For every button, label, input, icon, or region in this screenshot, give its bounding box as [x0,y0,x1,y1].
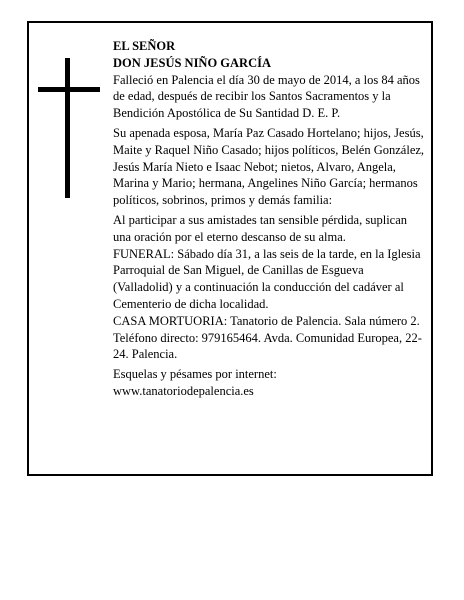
funeral-details: FUNERAL: Sábado día 31, a las seis de la tarde, en la Iglesia Parroquial de San Miguel, de Canillas de Esgueva (Valladolid) y a continuación la conducción del cadáver al Cementerio de dicha localidad. [113,246,421,311]
prayer-request: Al participar a sus amistades tan sensible pérdida, suplican una oración por el eterno descanso de su alma. [113,212,408,244]
death-notice: Falleció en Palencia el día 30 de mayo de 2014, a los 84 años de edad, después de recibir los Santos Sacramentos y la Bendición Apostólica de Su Santidad D. E. P. [113,72,420,121]
family-list: Su apenada esposa, María Paz Casado Hortelano; hijos, Jesús, Maite y Raquel Niño Casado; hijos políticos, Belén González, Jesús María Nieto e Isaac Nebot; nietos, Alvaro, Angela, Marina y Mario; hermana, Angelines Niño García; hermanos políticos, sobrinos, primos y demás familia: [113,125,425,208]
online-condolences-label: Esquelas y pésames por internet: [113,367,277,382]
cross-horizontal-bar [38,87,100,92]
mortuary-details: CASA MORTUORIA: Tanatorio de Palencia. Sala número 2. Teléfono directo: 979165464. Avda. Comunidad Europea, 22-24. Palencia. [113,313,422,362]
website-link: www.tanatoriodepalencia.es [113,383,254,398]
title-line-1: EL SEÑOR [113,39,176,53]
obituary-text [113,38,426,400]
cross-vertical-bar [65,58,70,198]
deceased-name: DON JESÚS NIÑO GARCÍA [113,55,272,70]
cross-icon [38,58,100,198]
